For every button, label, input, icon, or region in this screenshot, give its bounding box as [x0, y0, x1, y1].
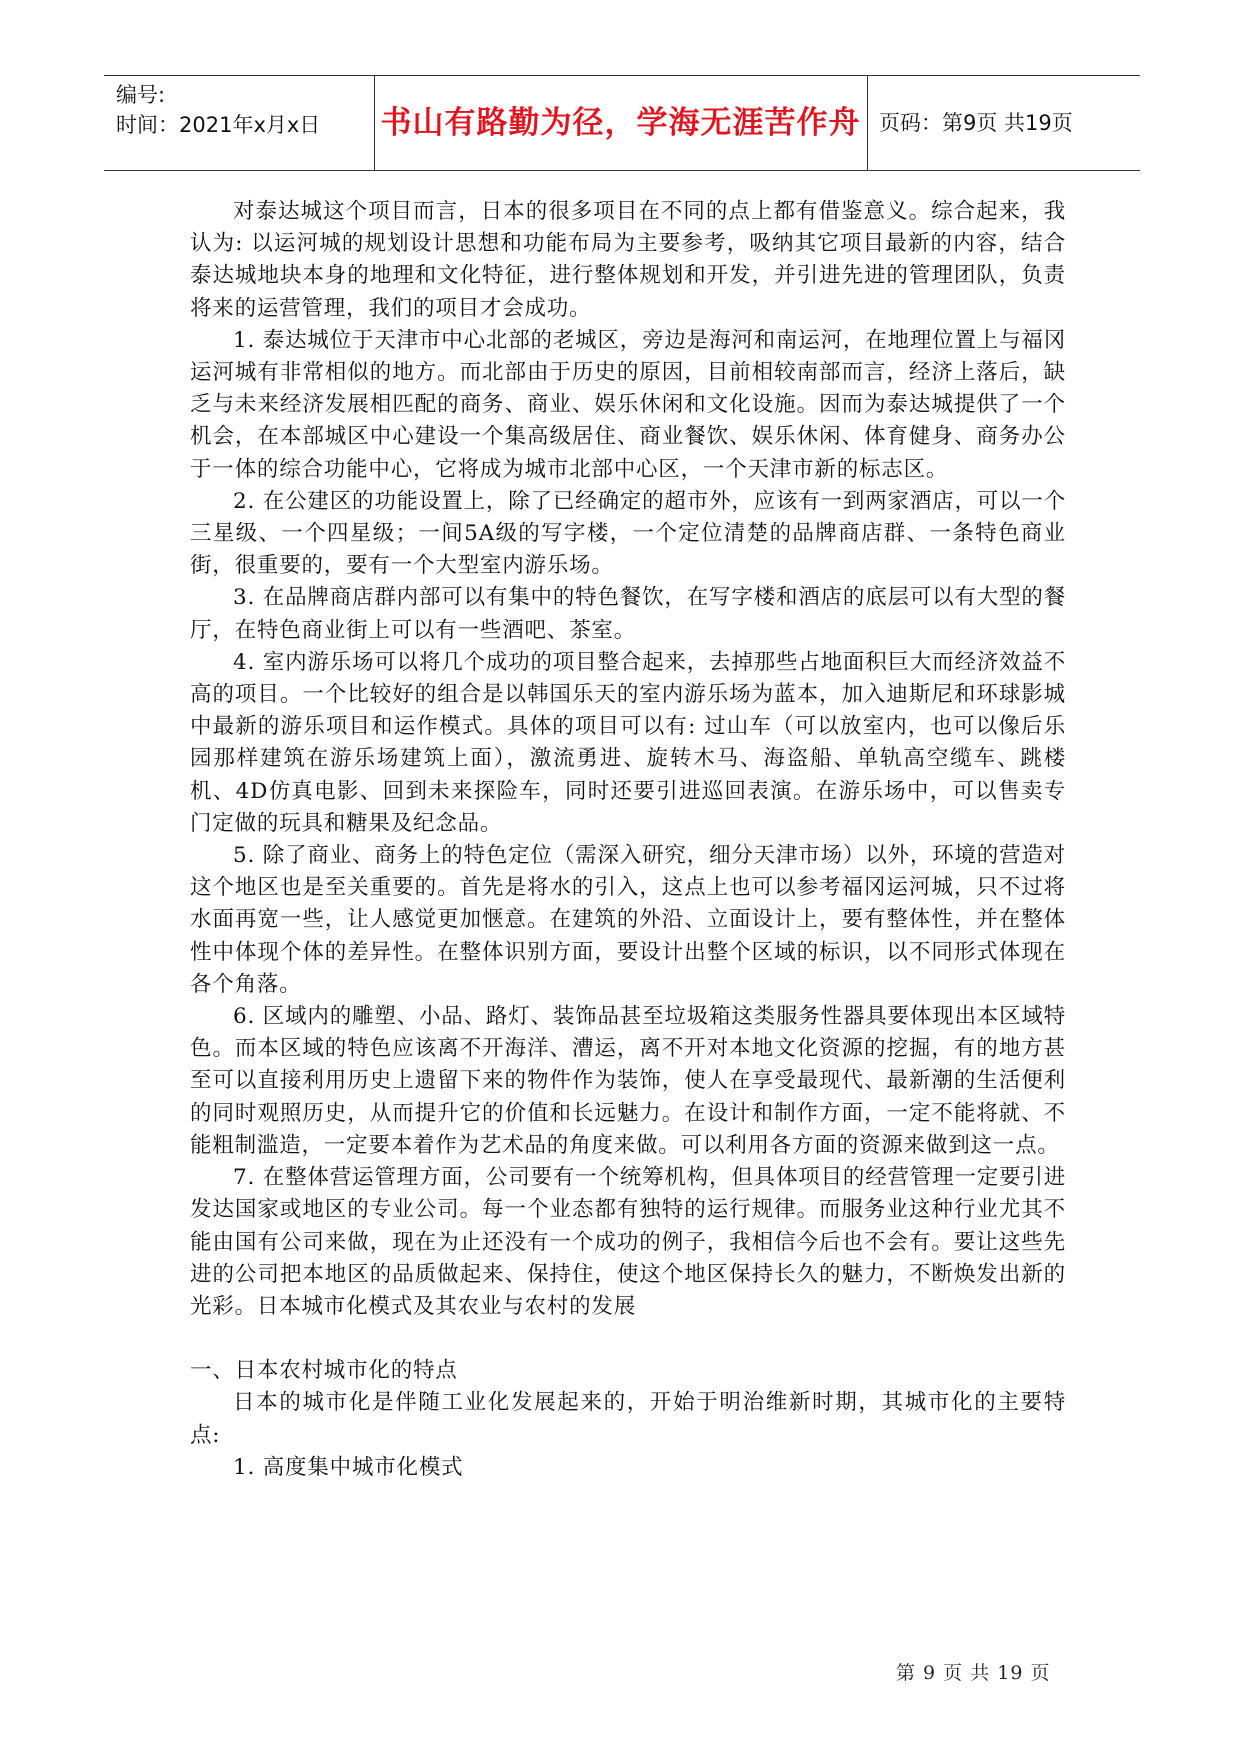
- body-paragraph: 4. 室内游乐场可以将几个成功的项目整合起来，去掉那些占地面积巨大而经济效益不高的项目。一个比较好的组合是以韩国乐天的室内游乐场为蓝本，加入迪斯尼和环球影城中最新的游乐项目和运作模式。具体的项目可以有: 过山车（可以放室内，也可以像后乐园那样建筑在游乐场建筑上面），激流勇进、旋转木马、海盗船、单轨高空缆车、跳楼机、4D仿真电影、回到未来探险车，同时还要引进巡回表演。在游乐场中，可以售卖专门定做的玩具和糖果及纪念品。: [190, 649, 1066, 836]
- section-heading: 一、日本农村城市化的特点: [190, 1358, 458, 1384]
- body-paragraph: 3. 在品牌商店群内部可以有集中的特色餐饮，在写字楼和酒店的底层可以有大型的餐厅，在特色商业街上可以有一些酒吧、茶室。: [190, 585, 1066, 643]
- document-body: [190, 196, 1066, 1484]
- body-paragraph: 对泰达城这个项目而言，日本的很多项目在不同的点上都有借鉴意义。综合起来，我认为: 以运河城的规划设计思想和功能布局为主要参考，吸纳其它项目最新的内容，结合泰达城地块本身的地理和文化特征，进行整体规划和开发，并引进先进的管理团队，负责将来的运营管理，我们的项目才会成功。: [190, 199, 1066, 321]
- body-paragraph: 7. 在整体营运管理方面，公司要有一个统筹机构，但具体项目的经营管理一定要引进发达国家或地区的专业公司。每一个业态都有独特的运行规律。而服务业这种行业尤其不能由国有公司来做，现在为止还没有一个成功的例子，我相信今后也不会有。要让这些先进的公司把本地区的品质做起来、保持住，使这个地区保持长久的魅力，不断焕发出新的光彩。日本城市化模式及其农业与农村的发展: [190, 1165, 1066, 1319]
- document-number-label: 编号:: [116, 83, 166, 107]
- header-page-number: 页码：第9页 共19页: [879, 111, 1073, 135]
- body-paragraph: 5. 除了商业、商务上的特色定位（需深入研究，细分天津市场）以外，环境的营造对这个地区也是至关重要的。首先是将水的引入，这点上也可以参考福冈运河城，只不过将水面再宽一些，让人感觉更加惬意。在建筑的外沿、立面设计上，要有整体性，并在整体性中体现个体的差异性。在整体识别方面，要设计出整个区域的标识，以不同形式体现在各个角落。: [190, 843, 1066, 997]
- section-paragraph: 1. 高度集中城市化模式: [233, 1454, 464, 1480]
- section-paragraph: 日本的城市化是伴随工业化发展起来的，开始于明治维新时期，其城市化的主要特点:: [190, 1390, 1066, 1448]
- page-footer: 第 9 页 共 19 页: [896, 1662, 1051, 1684]
- body-paragraph: 2. 在公建区的功能设置上，除了已经确定的超市外，应该有一到两家酒店，可以一个三星级、一个四星级；一间5A级的写字楼，一个定位清楚的品牌商店群、一条特色商业街，很重要的，要有一个大型室内游乐场。: [190, 488, 1066, 579]
- header-meta: [116, 80, 366, 166]
- blank-line: [190, 1323, 1066, 1355]
- body-paragraph: 1. 泰达城位于天津市中心北部的老城区，旁边是海河和南运河，在地理位置上与福冈运河城有非常相似的地方。而北部由于历史的原因，目前相较南部而言，经济上落后，缺乏与未来经济发展相匹配的商务、商业、娱乐休闲和文化设施。因而为泰达城提供了一个机会，在本部城区中心建设一个集高级居住、商业餐饮、娱乐休闲、体育健身、商务办公于一体的综合功能中心，它将成为城市北部中心区，一个天津市新的标志区。: [190, 327, 1066, 482]
- document-time-label: 时间：2021年x月x日: [116, 113, 321, 137]
- body-paragraph: 6. 区域内的雕塑、小品、路灯、装饰品甚至垃圾箱这类服务性器具要体现出本区域特色。而本区域的特色应该离不开海洋、漕运，离不开对本地文化资源的挖掘，有的地方甚至可以直接利用历史上遗留下来的物件作为装饰，使人在享受最现代、最新潮的生活便利的同时观照历史，从而提升它的价值和长远魅力。在设计和制作方面，一定不能将就、不能粗制滥造，一定要本着作为艺术品的角度来做。可以利用各方面的资源来做到这一点。: [190, 1004, 1066, 1158]
- header-motto: 书山有路勤为径，学海无涯苦作舟: [380, 105, 861, 141]
- page-header: [104, 75, 1140, 171]
